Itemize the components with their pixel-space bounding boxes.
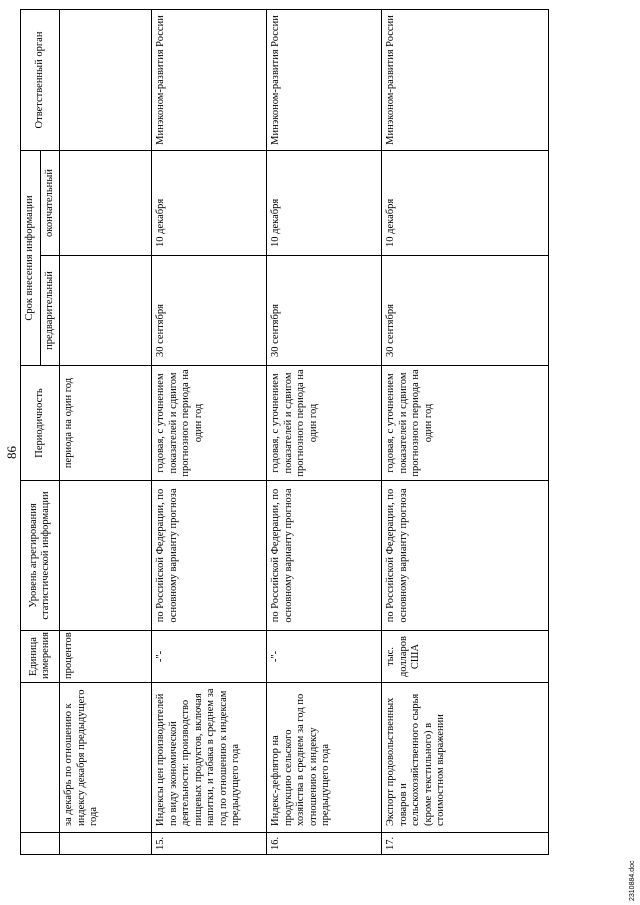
header-final: окончательный <box>40 151 60 256</box>
header-unit: Единица измерения <box>21 631 60 683</box>
row-indicator-name: за декабрь по отношению к индексу декабря предыдущего года <box>60 683 152 833</box>
row-final: 10 декабря <box>382 151 549 256</box>
row-final: 10 декабря <box>267 151 382 256</box>
row-num: 15. <box>152 833 267 855</box>
row-aggregation: по Российской Федерации, по основному варианту прогноза <box>152 481 267 631</box>
row-unit: процентов <box>60 631 152 683</box>
header-name <box>21 683 60 833</box>
row-responsible: Минэконом-развития России <box>152 10 267 151</box>
row-num: 16. <box>267 833 382 855</box>
header-responsible: Ответственный орган <box>21 10 60 151</box>
header-preliminary: предварительный <box>40 256 60 366</box>
header-periodicity: Периодичность <box>21 366 60 481</box>
row-periodicity: годовая, с уточнением показателей и сдвигом прогнозного периода на один год <box>152 366 267 481</box>
row-num: 17. <box>382 833 549 855</box>
row-responsible <box>60 10 152 151</box>
row-aggregation <box>60 481 152 631</box>
row-preliminary: 30 сентября <box>382 256 549 366</box>
table-row <box>152 10 267 855</box>
row-final: 10 декабря <box>152 151 267 256</box>
row-aggregation: по Российской Федерации, по основному варианту прогноза <box>267 481 382 631</box>
row-periodicity: годовая, с уточнением показателей и сдвигом прогнозного периода на один год <box>267 366 382 481</box>
row-final <box>60 151 152 256</box>
table-row <box>60 10 152 855</box>
row-preliminary: 30 сентября <box>152 256 267 366</box>
row-indicator-name: Индекс-дефлятор на продукцию сельского хозяйства в среднем за год по отношению к индексу предыдущего года <box>267 683 382 833</box>
table-row <box>382 10 549 855</box>
row-preliminary: 30 сентября <box>267 256 382 366</box>
table-row <box>267 10 382 855</box>
row-periodicity: годовая, с уточнением показателей и сдвигом прогнозного периода на один год <box>382 366 549 481</box>
row-unit: тыс. долларов США <box>382 631 549 683</box>
row-unit: -"- <box>267 631 382 683</box>
row-responsible: Минэконом-развития России <box>267 10 382 151</box>
header-row-1 <box>21 10 41 855</box>
row-periodicity: периода на один год <box>60 366 152 481</box>
header-aggregation: Уровень агрегирования статистической информации <box>21 481 60 631</box>
row-responsible: Минэконом-развития России <box>382 10 549 151</box>
row-preliminary <box>60 256 152 366</box>
row-aggregation: по Российской Федерации, по основному варианту прогноза <box>382 481 549 631</box>
row-unit: -"- <box>152 631 267 683</box>
header-num <box>21 833 60 855</box>
row-indicator-name: Индексы цен производителей по виду экономической деятельности: производство пищевых продуктов, включая напитки, и табака в среднем за год по отношению к индексам предыдущего года <box>152 683 267 833</box>
row-num <box>60 833 152 855</box>
row-indicator-name: Экспорт продовольственных товаров и сельскохозяйственного сырья (кроме текстильного) в стоимостном выражении <box>382 683 549 833</box>
header-deadline-group: Срок внесения информации <box>21 151 41 366</box>
statistics-table <box>20 9 549 855</box>
document-filename: 2310884.doc <box>629 860 636 901</box>
page-number: 86 <box>4 446 19 459</box>
